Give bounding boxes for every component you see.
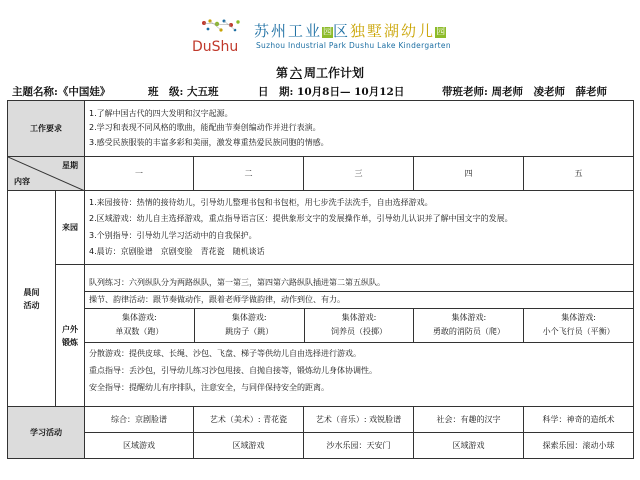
outdoor-guidance: 分散游戏：提供皮球、长绳、沙包、飞盘、梯子等供幼儿自由选择进行游戏。 重点指导：丢沙包，引导幼儿练习沙包甩接、自抛自接等，锻炼幼儿身体协调性。 安全指导：提醒幼儿有序排队，注意安全，与同伴保持安全的距离。 (89, 348, 377, 392)
study-activity: 科学：神奇的造纸术 (524, 407, 634, 433)
arrival-content: 1.来园接待：热情的接待幼儿，引导幼儿整理书包和书包柜，用七步洗手法洗手，自由选择游戏。 2.区域游戏：幼儿自主选择游戏，重点指导语言区：提供象形文字的发展操作单，引导幼儿认识并了解中国文字的发展。 3.个别指导：引导幼儿学习活动中的自我保护。 4.晨访：京剧脸谱 京剧变脸 青花瓷 随机谈话 (85, 191, 634, 265)
plan-title: 第 六 周工作计划 (275, 66, 365, 80)
group-game: 集体游戏: 单双数（跑） (85, 309, 195, 342)
study-activity: 艺术（音乐）: 戏锐脸谱 (304, 407, 414, 433)
area-game: 区域游戏 (85, 433, 194, 459)
day-header: 四 (414, 157, 524, 191)
group-game: 集体游戏: 勇敢的消防员（爬） (414, 309, 524, 342)
weekday-content-header (8, 157, 85, 191)
group-game: 集体游戏: 小个飞行员（平衡） (542, 312, 615, 336)
class-name: 班 级: 大五班 (148, 86, 219, 98)
logo-letters: DuShu (192, 39, 239, 54)
day-header: 二 (194, 157, 304, 191)
study-activity-label: 学习活动 (8, 407, 85, 459)
work-requirements-label: 工作要求 (8, 101, 85, 157)
kindergarten-header (0, 0, 640, 58)
day-header: 三 (304, 157, 414, 191)
kindergarten-logo-icon (190, 18, 250, 54)
weekly-plan-table (7, 100, 634, 459)
teachers: 带班老师: 周老师 凌老师 薛老师 (442, 86, 608, 98)
weekday-label: 星期 (62, 161, 78, 170)
area-game: 区域游戏 (194, 433, 304, 459)
area-game: 沙水乐园：天安门 (304, 433, 414, 459)
date-range: 日 期: 10月8日— 10月12日 (258, 86, 405, 98)
rhythm-activity: 操节、韵律活动：跟节奏做动作，跟着老师学做韵律，动作到位、有力。 (85, 292, 633, 309)
arrival-label: 来园 (56, 191, 85, 265)
study-activity: 艺术（美术）: 青花瓷 (194, 407, 304, 433)
area-game: 区域游戏 (414, 433, 524, 459)
content-label: 内容 (14, 177, 30, 186)
study-activity: 综合：京剧脸谱 (85, 407, 194, 433)
morning-activity-label: 晨间 活动 (8, 191, 56, 407)
group-game: 集体游戏: 饲养员（投掷） (305, 309, 415, 342)
info-row (8, 84, 632, 98)
theme-name: 主题名称:《中国娃》 (12, 86, 111, 98)
queue-practice: 队列练习：六列纵队分为两路纵队，第一第三，第四第六路纵队插进第二第五纵队。 (85, 274, 633, 292)
day-header: 一 (85, 157, 194, 191)
group-games-row (85, 309, 633, 343)
group-game: 集体游戏: 跳房子（跳） (195, 309, 305, 342)
school-name-en: Suzhou Industrial Park Dushu Lake Kindergarten (256, 41, 451, 50)
outdoor-exercise-content (85, 265, 634, 407)
study-activity: 社会：有趣的汉字 (414, 407, 524, 433)
outdoor-exercise-label: 户外 锻炼 (56, 265, 85, 407)
work-requirements: 1.了解中国古代的四大发明和汉字起源。 2.学习和表现不同风格的歌曲，能配曲节奏创编动作并进行表演。 3.感受民族服装的丰富多彩和美丽，激发尊重热爱民族同胞的情感。 (85, 101, 634, 157)
area-game: 探索乐园：滚动小球 (524, 433, 634, 459)
school-name: 苏州工业园区独墅湖幼儿园 (254, 22, 446, 40)
day-header: 五 (524, 157, 634, 191)
